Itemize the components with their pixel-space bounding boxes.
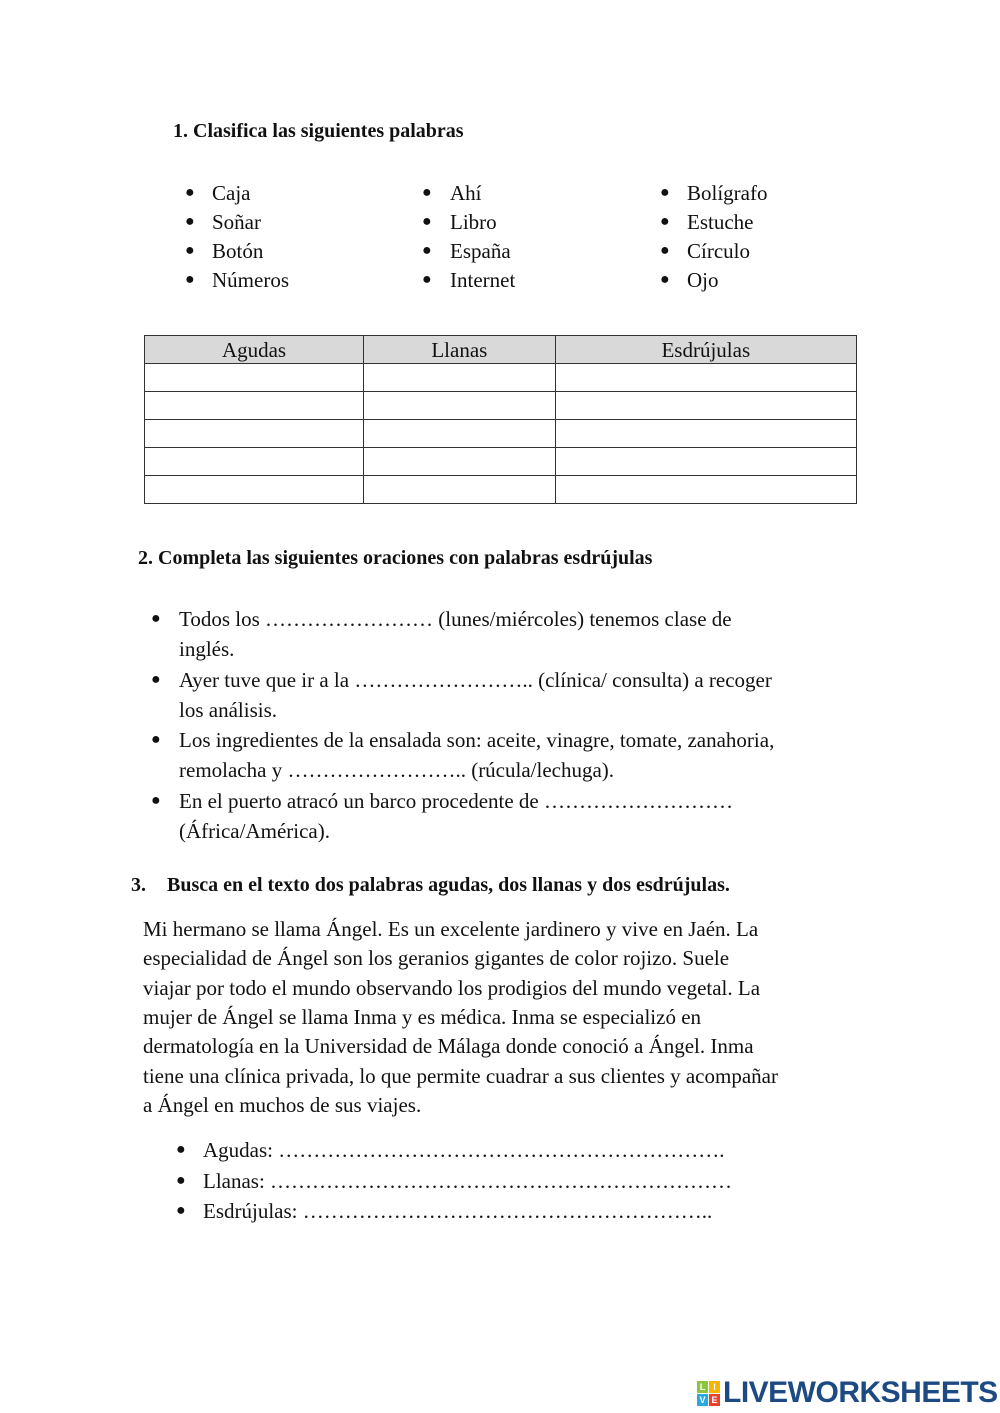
bullet-icon: ● [660, 184, 670, 201]
word-item: Ojo [687, 268, 719, 292]
classification-table [144, 335, 857, 504]
table-row [145, 476, 857, 504]
section3-number: 3. [131, 874, 146, 896]
bullet-icon: ● [185, 242, 195, 259]
answer-cell[interactable] [145, 448, 364, 476]
bullet-icon: ● [422, 213, 432, 230]
sentence-line: Todos los …………………… (lunes/miércoles) tenemos clase de [179, 607, 732, 631]
bullet-icon: ● [176, 1171, 186, 1189]
sentence-line: (África/América). [179, 818, 330, 843]
word-item: Círculo [687, 239, 750, 263]
bullet-icon: ● [422, 242, 432, 259]
bullet-icon: ● [151, 670, 161, 688]
answer-cell[interactable] [364, 476, 556, 504]
word-item: Números [212, 268, 289, 292]
answer-cell[interactable] [145, 364, 364, 392]
bullet-icon: ● [151, 791, 161, 809]
sentence-line: remolacha y …………………….. (rúcula/lechuga). [179, 758, 615, 782]
answer-cell[interactable] [145, 420, 364, 448]
word-item: Caja [212, 181, 251, 205]
answer-cell[interactable] [145, 476, 364, 504]
answer-line: Llanas: ………………………………………………………… [203, 1168, 733, 1193]
table-row [145, 448, 857, 476]
logo-text: LIVEWORKSHEETS [723, 1376, 998, 1409]
paragraph-line: mujer de Ángel se llama Inma y es médica. Inma se especializó en [143, 1004, 702, 1029]
bullet-icon: ● [422, 271, 432, 288]
bullet-icon: ● [660, 271, 670, 288]
section1-title: 1. Clasifica las siguientes palabras [173, 120, 464, 142]
paragraph-line: a Ángel en muchos de sus viajes. [143, 1092, 422, 1117]
paragraph-line: dermatología en la Universidad de Málaga donde conoció a Ángel. Inma [143, 1034, 754, 1059]
bullet-icon: ● [151, 610, 161, 627]
answer-cell[interactable] [555, 448, 856, 476]
bullet-icon: ● [185, 213, 195, 230]
word-item: Internet [450, 268, 516, 292]
sentence-line: En el puerto atracó un barco procedente de ……………………… [179, 788, 733, 813]
word-item: Ahí [450, 181, 482, 205]
section2-title: 2. Completa las siguientes oraciones con palabras esdrújulas [138, 547, 653, 569]
logo-cube-icon [697, 1381, 720, 1406]
sentence-line: Los ingredientes de la ensalada son: aceite, vinagre, tomate, zanahoria, [179, 728, 775, 752]
logo-cube-i: I [709, 1381, 720, 1393]
bullet-icon: ● [660, 242, 670, 259]
word-item: Botón [212, 239, 264, 263]
paragraph-line: viajar por todo el mundo observando los prodigios del mundo vegetal. La [143, 975, 761, 1000]
answer-cell[interactable] [364, 364, 556, 392]
sentence-line: los análisis. [179, 697, 277, 722]
bullet-icon: ● [176, 1202, 186, 1219]
liveworksheets-logo [697, 1376, 998, 1410]
answer-cell[interactable] [555, 476, 856, 504]
section3-title: Busca en el texto dos palabras agudas, dos llanas y dos esdrújulas. [167, 874, 730, 896]
word-item: Bolígrafo [687, 181, 768, 205]
answer-line: Esdrújulas: ………………………………………………….. [203, 1199, 713, 1223]
bullet-icon: ● [176, 1141, 186, 1158]
answer-cell[interactable] [364, 448, 556, 476]
answer-cell[interactable] [555, 420, 856, 448]
sentence-line: inglés. [179, 637, 235, 661]
header-esdrujulas: Esdrújulas [555, 336, 856, 364]
logo-cube-e: E [709, 1394, 720, 1406]
word-item: Soñar [212, 210, 261, 234]
answer-cell[interactable] [555, 364, 856, 392]
table-row [145, 364, 857, 392]
logo-cube-v: V [697, 1394, 708, 1406]
bullet-icon: ● [660, 213, 670, 230]
word-item: Estuche [687, 210, 754, 234]
word-item: España [450, 239, 511, 263]
paragraph-line: especialidad de Ángel son los geranios gigantes de color rojizo. Suele [143, 946, 730, 971]
paragraph-line: Mi hermano se llama Ángel. Es un excelente jardinero y vive en Jaén. La [143, 917, 759, 941]
bullet-icon: ● [185, 271, 195, 288]
sentence-line: Ayer tuve que ir a la …………………….. (clínica/ consulta) a recoger [179, 667, 772, 692]
table-row [145, 392, 857, 420]
answer-line: Agudas: ………………………………………………………. [203, 1138, 725, 1162]
header-agudas: Agudas [145, 336, 364, 364]
answer-cell[interactable] [364, 392, 556, 420]
bullet-icon: ● [422, 184, 432, 201]
table-row [145, 420, 857, 448]
header-llanas: Llanas [364, 336, 556, 364]
answer-cell[interactable] [364, 420, 556, 448]
word-item: Libro [450, 210, 497, 234]
answer-cell[interactable] [555, 392, 856, 420]
logo-cube-l: L [697, 1381, 708, 1393]
paragraph-line: tiene una clínica privada, lo que permite cuadrar a sus clientes y acompañar [143, 1063, 778, 1088]
answer-cell[interactable] [145, 392, 364, 420]
bullet-icon: ● [151, 731, 161, 748]
bullet-icon: ● [185, 184, 195, 201]
